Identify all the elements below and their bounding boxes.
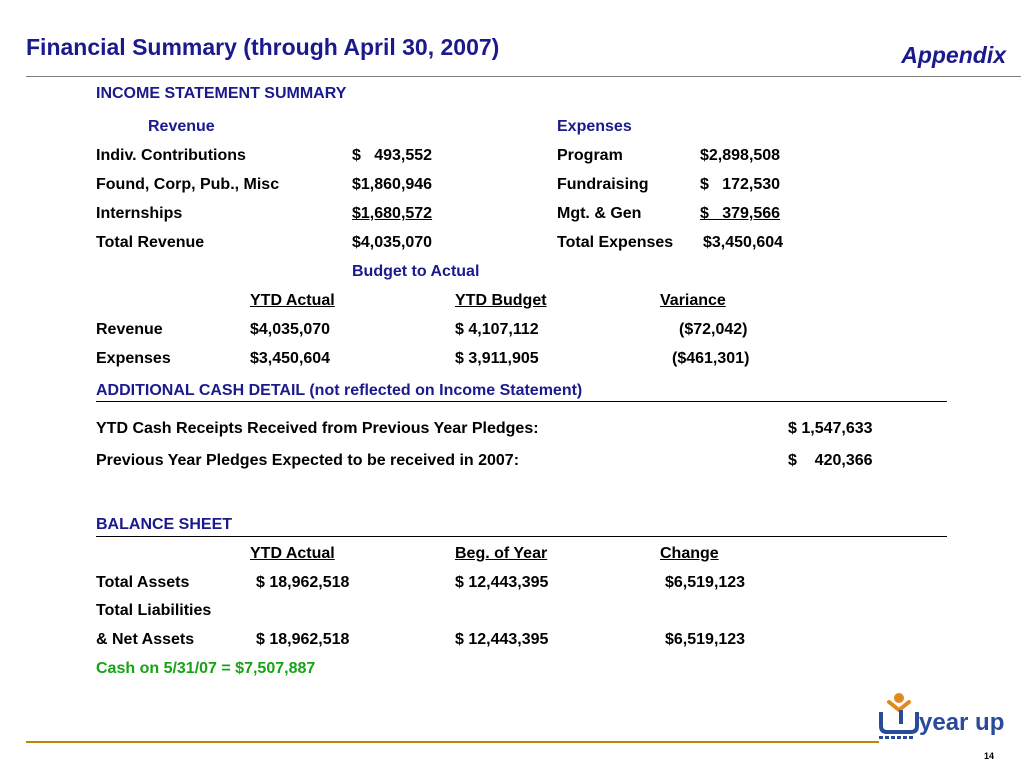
revenue-row-label: Found, Corp, Pub., Misc	[96, 176, 280, 193]
cash-detail-divider	[96, 401, 947, 402]
revenue-row-label: Internships	[96, 205, 183, 222]
balance-col-ytd-actual: YTD Actual	[250, 545, 335, 562]
budget-row-label: Revenue	[96, 321, 163, 338]
budget-col-ytd-actual: YTD Actual	[250, 292, 335, 309]
page-number: 14	[984, 751, 995, 761]
expense-row-value: $ 379,566	[700, 205, 781, 222]
title-divider	[26, 76, 1021, 77]
year-up-logo	[875, 688, 1005, 748]
liab-net-assets-beg: $ 12,443,395	[455, 631, 549, 648]
budget-row-variance: ($461,301)	[672, 350, 750, 367]
cash-note: Cash on 5/31/07 = $7,507,887	[96, 660, 316, 677]
page-title: Financial Summary (through April 30, 2007)	[26, 34, 500, 60]
budget-row-label: Expenses	[96, 350, 171, 367]
expenses-heading: Expenses	[557, 118, 632, 135]
revenue-heading: Revenue	[148, 118, 215, 135]
total-liabilities-label: Total Liabilities	[96, 602, 212, 619]
income-statement-heading: INCOME STATEMENT SUMMARY	[96, 85, 347, 102]
total-revenue-label: Total Revenue	[96, 234, 205, 251]
balance-sheet-heading: BALANCE SHEET	[96, 516, 233, 533]
total-assets-change: $6,519,123	[665, 574, 746, 591]
total-revenue-value: $4,035,070	[352, 234, 433, 251]
revenue-row-label: Indiv. Contributions	[96, 147, 246, 164]
cash-row-label: YTD Cash Receipts Received from Previous Year Pledges:	[96, 420, 539, 437]
liab-net-assets-actual: $ 18,962,518	[256, 631, 350, 648]
budget-heading: Budget to Actual	[352, 263, 480, 280]
expense-row-label: Program	[557, 147, 623, 164]
cash-row-label: Previous Year Pledges Expected to be received in 2007:	[96, 452, 520, 469]
expense-row-label: Fundraising	[557, 176, 649, 193]
liab-net-assets-change: $6,519,123	[665, 631, 746, 648]
budget-row-budget: $ 4,107,112	[455, 321, 539, 338]
budget-row-variance: ($72,042)	[679, 321, 748, 338]
expense-row-value: $2,898,508	[700, 147, 781, 164]
footer-divider	[26, 741, 879, 743]
revenue-row-value: $1,680,572	[352, 205, 433, 222]
revenue-row-value: $1,860,946	[352, 176, 433, 193]
revenue-row-value: $ 493,552	[352, 147, 433, 164]
logo-wordmark: year up	[919, 709, 1005, 736]
budget-row-budget: $ 3,911,905	[455, 350, 539, 367]
budget-col-variance: Variance	[660, 292, 726, 309]
balance-col-change: Change	[660, 545, 719, 562]
appendix-label: Appendix	[901, 42, 1006, 68]
total-assets-label: Total Assets	[96, 574, 190, 591]
total-assets-beg: $ 12,443,395	[455, 574, 549, 591]
cash-row-value: $ 420,366	[788, 452, 873, 469]
balance-sheet-divider	[96, 536, 947, 537]
cash-detail-heading: ADDITIONAL CASH DETAIL (not reflected on Income Statement)	[96, 382, 583, 399]
budget-row-actual: $4,035,070	[250, 321, 331, 338]
total-expenses-label: Total Expenses	[557, 234, 674, 251]
budget-row-actual: $3,450,604	[250, 350, 331, 367]
expense-row-value: $ 172,530	[700, 176, 781, 193]
total-assets-actual: $ 18,962,518	[256, 574, 350, 591]
expense-row-label: Mgt. & Gen	[557, 205, 642, 222]
cash-row-value: $ 1,547,633	[788, 420, 873, 437]
balance-col-beg-of-year: Beg. of Year	[455, 545, 548, 562]
net-assets-label: & Net Assets	[96, 631, 195, 648]
budget-col-ytd-budget: YTD Budget	[455, 292, 547, 309]
total-expenses-value: $3,450,604	[703, 234, 784, 251]
